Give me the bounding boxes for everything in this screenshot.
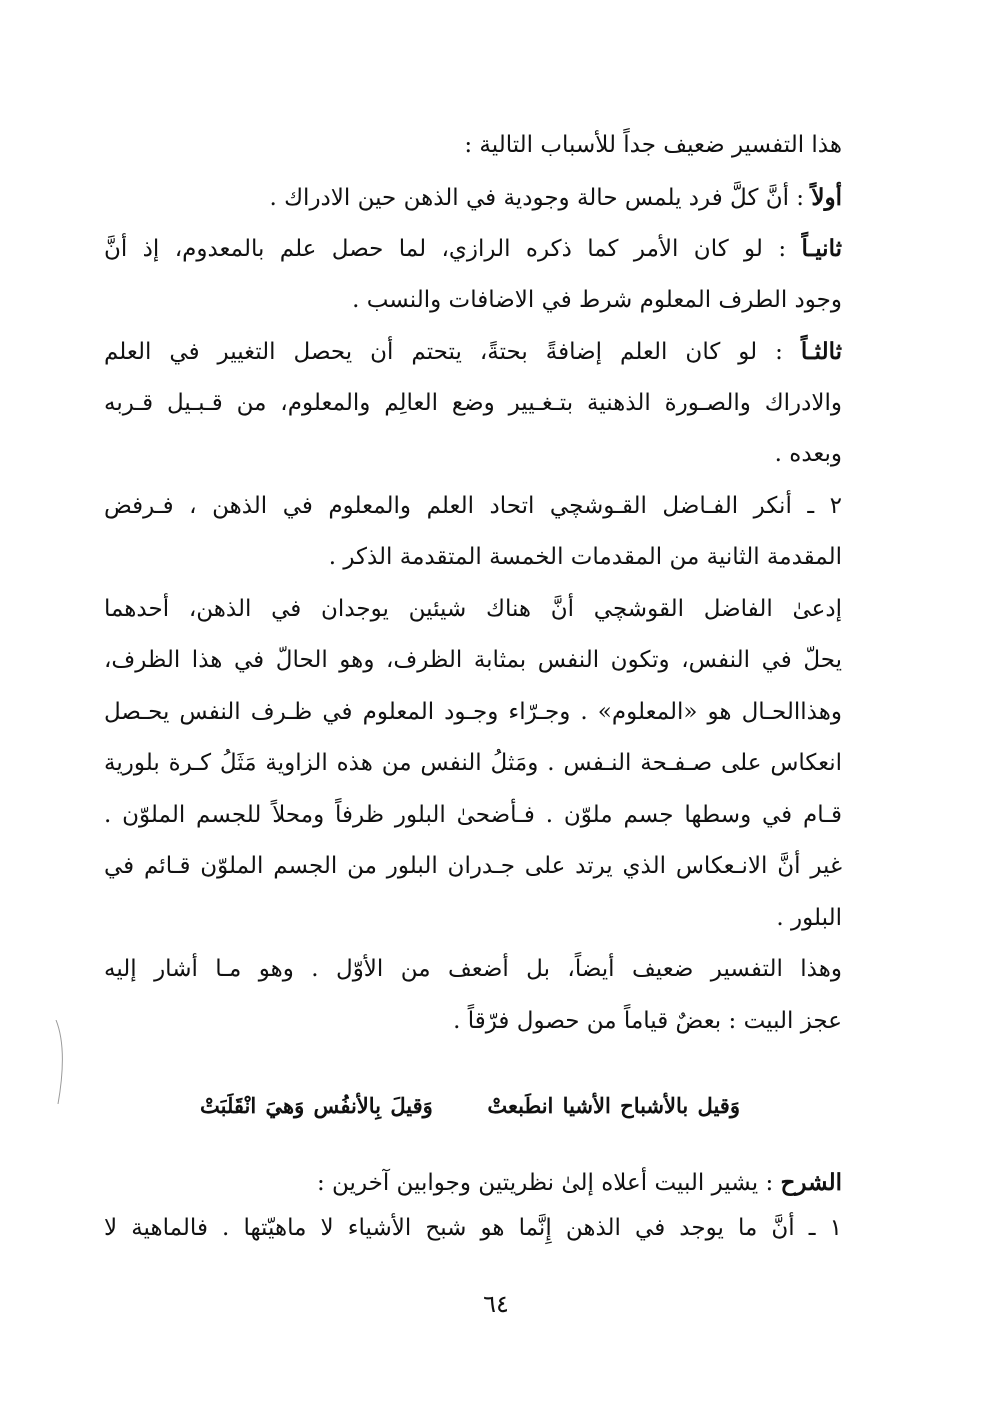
- line-text: والادراك والصـورة الذهنية بتـغـيير وضع العالِم والمعلوم، من قـبـيل قـربه: [104, 389, 842, 416]
- verse-first-hemistich: وَقيل بالأشباح الأشيا انطَبعتْ: [487, 1093, 740, 1118]
- line-text: : أنَّ كلَّ فرد يلمس حالة وجودية في الذهن حين الادراك .: [269, 184, 805, 211]
- verse-second-hemistich: وَقيلَ بِالأنفُس وَهيَ انْقَلَبَتْ: [200, 1093, 433, 1118]
- text-line: [104, 790, 842, 842]
- text-line: [104, 429, 842, 481]
- line-text: غير أنَّ الانـعكاس الذي يرتد على جـدران البلور من الجسم الملوّن قـائم في: [104, 853, 842, 879]
- text-line: [104, 635, 842, 687]
- scan-mark: [52, 1020, 66, 1104]
- line-text: انعكاس على صـفـحة النـفس . ومَثلُ النفس من هذه الزاوية مَثَلُ كـرة بلورية: [104, 750, 842, 776]
- text-line: [104, 532, 842, 584]
- line-text: وهذاالحـال هو «المعلوم» . وجـرّاء وجـود المعلوم في ظـرف النفس يحـصل: [104, 698, 842, 725]
- text-line: [104, 378, 842, 430]
- text-line: [104, 326, 842, 378]
- line-text: هذا التفسير ضعيف جداً للأسباب التالية :: [464, 132, 842, 158]
- line-text: وبعده .: [774, 441, 842, 467]
- line-text: : يشير البيت أعلاه إلىٰ نظريتين وجوابين آخرين :: [316, 1170, 774, 1196]
- line-text: المقدمة الثانية من المقدمات الخمسة المتقدمة الذكر .: [328, 544, 842, 570]
- line-text: وجود الطرف المعلوم شرط في الاضافات والنسب .: [352, 286, 842, 313]
- text-line: [104, 841, 842, 893]
- line-text: عجز البيت : بعضٌ قياماً من حصول فرّقاً .: [453, 1007, 842, 1034]
- page-number: ٦٤: [483, 1290, 509, 1318]
- line-text: وهذا التفسير ضعيف أيضاً، بل أضعف من الأوّل . وهو مـا أشار إليه: [104, 956, 842, 982]
- text-line: [104, 893, 842, 945]
- line-lead: ثالثـاً: [800, 338, 843, 365]
- line-text: إدعىٰ الفاضل القوشچي أنَّ هناك شيئين يوجدان في الذهن، أحدهما: [104, 595, 842, 622]
- line-text: قـام في وسطها جسم ملوّن . فـأضحىٰ البلور ظرفاً ومحلاً للجسم الملوّن .: [104, 801, 842, 828]
- line-text: : لو كان الأمر كما ذكره الرازي، لما حصل علم بالمعدوم، إذ أنَّ: [104, 236, 787, 262]
- commentary-text: [104, 1157, 842, 1254]
- text-line: [104, 223, 842, 275]
- line-lead: أولاً: [811, 183, 842, 211]
- text-line: [104, 738, 842, 790]
- text-line: [104, 687, 842, 739]
- verse-line: [150, 1093, 790, 1118]
- line-text: يحلّ في النفس، وتكون النفس بمثابة الظرف، وهو الحالّ في هذا الظرف،: [104, 647, 842, 673]
- text-line: [104, 481, 842, 533]
- text-line: [104, 944, 842, 996]
- text-line: [104, 1203, 842, 1255]
- line-lead: الشرح: [780, 1169, 842, 1196]
- line-lead: ثانيـاً: [801, 235, 842, 262]
- line-text: ٢ ـ أنكر الفـاضل القـوشچي اتحاد العلم والمعلوم في الذهن ، فـرفض: [104, 492, 842, 519]
- text-line: [104, 996, 842, 1048]
- line-text: : لو كان العلم إضافةً بحتةً، يتحتم أن يحصل التغيير في العلم: [104, 339, 783, 365]
- text-line: [104, 120, 842, 172]
- text-line: [104, 584, 842, 636]
- line-text: البلور .: [776, 904, 842, 931]
- text-line: [104, 172, 842, 224]
- line-text: ١ ـ أنَّ ما يوجد في الذهن إِنَّما هو شبح الأشياء لا ماهيّتها . فالماهية لا: [104, 1214, 842, 1241]
- main-text: [104, 120, 842, 1047]
- text-line: [104, 275, 842, 327]
- text-line: [104, 1157, 842, 1209]
